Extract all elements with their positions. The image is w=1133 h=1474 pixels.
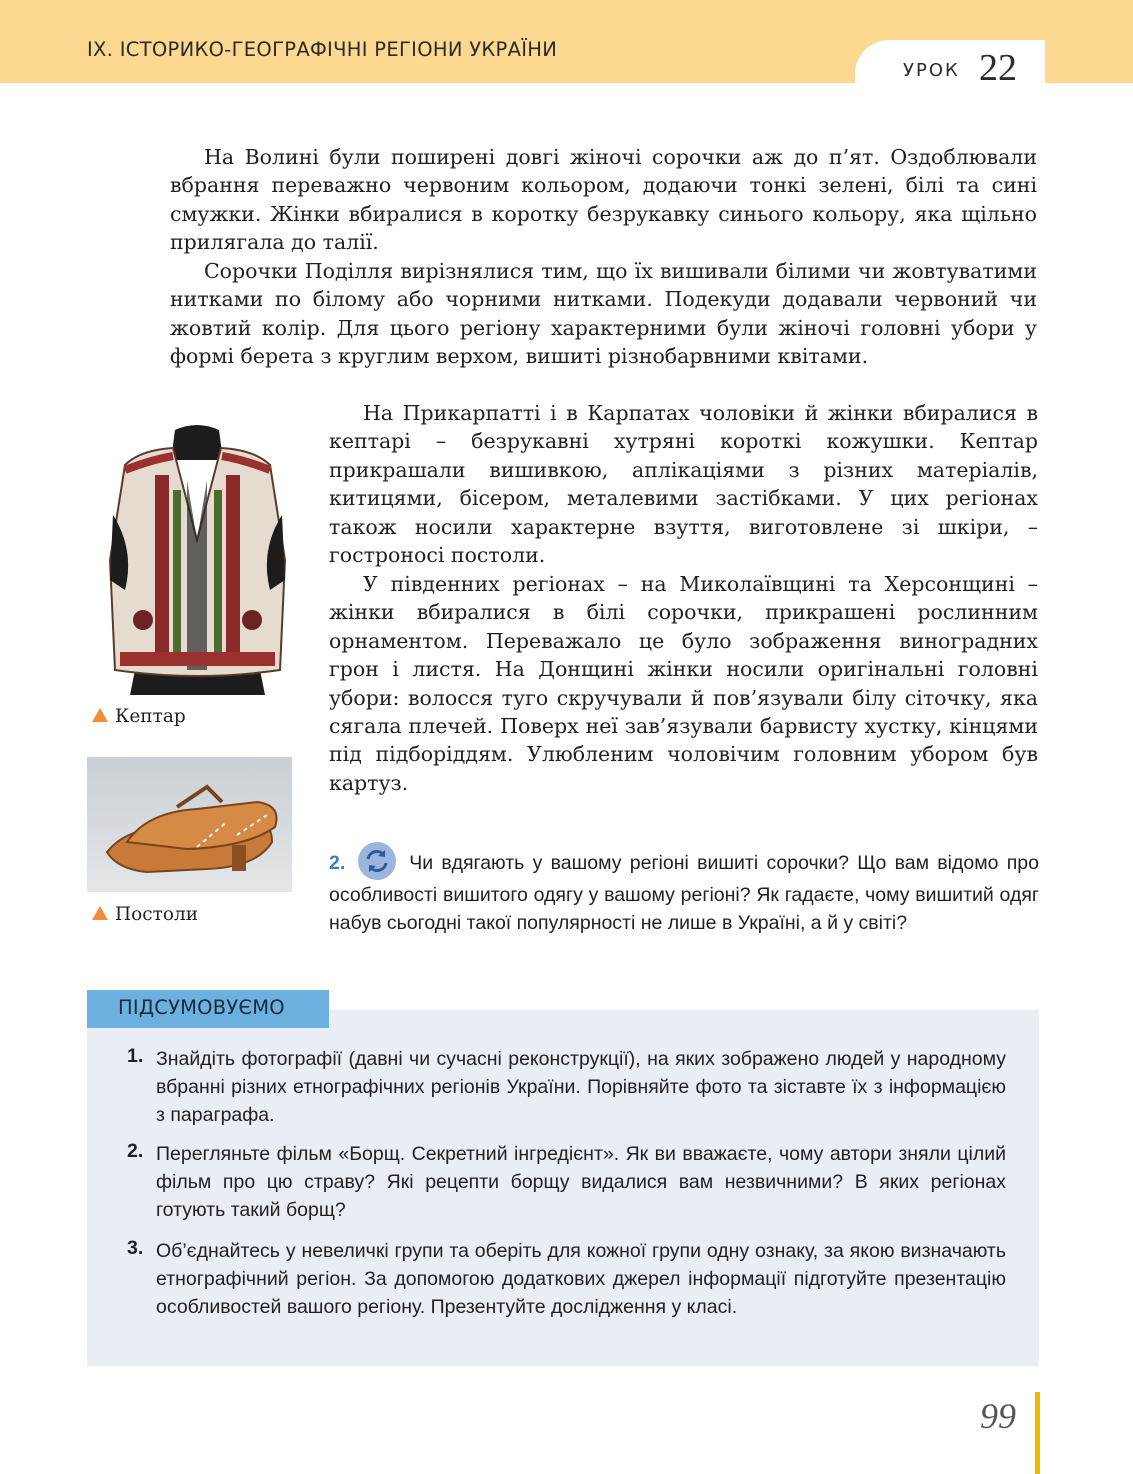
page-bar: [1035, 1392, 1040, 1474]
triangle-icon: [92, 708, 108, 722]
section-title: IX. ІСТОРИКО-ГЕОГРАФІЧНІ РЕГІОНИ УКРАЇНИ: [87, 38, 558, 61]
paragraph-carpathians: На Прикарпатті і в Карпатах чоловіки й жінки вбиралися в кептарі – безрукавні хутряні короткі кожушки. Кептар прикрашали вишивкою, аплікаціями з різних матеріалів, китицями, бісером, металевими застібками. У цих регіонах також носили характерне взуття, виготовлене зі шкіри, – гостроносі постоли.: [329, 401, 1038, 568]
task-2-text: Чи вдягають у вашому регіоні вишиті сорочки? Що вам відомо про особливості вишитого одягу у вашому регіоні? Як гадаєте, чому вишитий одяг набув сьогодні такої популярності не лише в Україні, а й у світі?: [329, 852, 1039, 934]
lesson-number: 22: [979, 47, 1017, 89]
summary-item-1: Знайдіть фотографії (давні чи сучасні реконструкції), на яких зображено людей у народному вбранні різних етнографічних регіонів України. Порівняйте фото та зіставте їх з інформацією з параграфа.: [156, 1048, 1006, 1126]
summary-item-3-number: 3.: [127, 1237, 144, 1259]
postoly-caption-text: Постоли: [115, 904, 199, 925]
lesson-label: УРОК: [903, 60, 960, 81]
paragraph-volyn: На Волині були поширені довгі жіночі сорочки аж до п’ят. Оздоблювали вбрання переважно червоним кольором, додаючи тонкі зелені, білі та сині смужки. Жінки вбиралися в коротку безрукавку синього кольору, яка щільно прилягала до талії.: [170, 145, 1037, 255]
summary-item-3: Об’єднайтесь у невеличкі групи та оберіть для кожної групи одну ознаку, за якою визначають етнографічний регіон. За допомогою додаткових джерел інформації підготуйте презентацію особливостей вашого регіону. Презентуйте дослідження у класі.: [156, 1240, 1006, 1318]
kepter-photo: [95, 420, 300, 695]
task-2: [329, 841, 1039, 937]
summary-item-1-number: 1.: [127, 1045, 144, 1067]
task-2-number: 2.: [329, 852, 346, 874]
postoly-caption: [92, 904, 198, 925]
summary-item-2-number: 2.: [127, 1140, 144, 1162]
page-number: 99: [980, 1396, 1016, 1436]
summary-item-2: Перегляньте фільм «Борщ. Секретний інгредієнт». Як ви вважаєте, чому автори зняли цілий фільм про цю страву? Які рецепти борщу видалися вам незвичними? В яких регіонах готують такий борщ?: [156, 1143, 1006, 1221]
paragraph-south: У південних регіонах – на Миколаївщині та Херсонщині – жінки вбиралися в білі сорочки, прикрашені рослинним орнаментом. Переважало це було зображення виноградних грон і листя. На Донщині жінки носили оригінальні головні убори: волосся туго скручували й пов’язували білу сіточку, яка сягала плечей. Поверх неї зав’язували барвисту хустку, кінцями під підборіддям. Улюбленим чоловічим головним убором був картуз.: [329, 572, 1038, 795]
kepter-caption-text: Кептар: [115, 706, 186, 727]
triangle-icon: [92, 906, 108, 920]
paragraph-podillia: Сорочки Поділля вирізнялися тим, що їх вишивали білими чи жовтуватими нитками по білому або чорними нитками. Подекуди додавали червоний чи жовтий колір. Для цього регіону характерними були жіночі головні убори у формі берета з круглим верхом, вишиті різнобарвними квітами.: [170, 259, 1037, 369]
postoly-photo: [87, 757, 292, 892]
summary-label: ПІДСУМОВУЄМО: [118, 996, 285, 1019]
refresh-icon: [357, 841, 397, 881]
kepter-caption: [92, 706, 186, 727]
